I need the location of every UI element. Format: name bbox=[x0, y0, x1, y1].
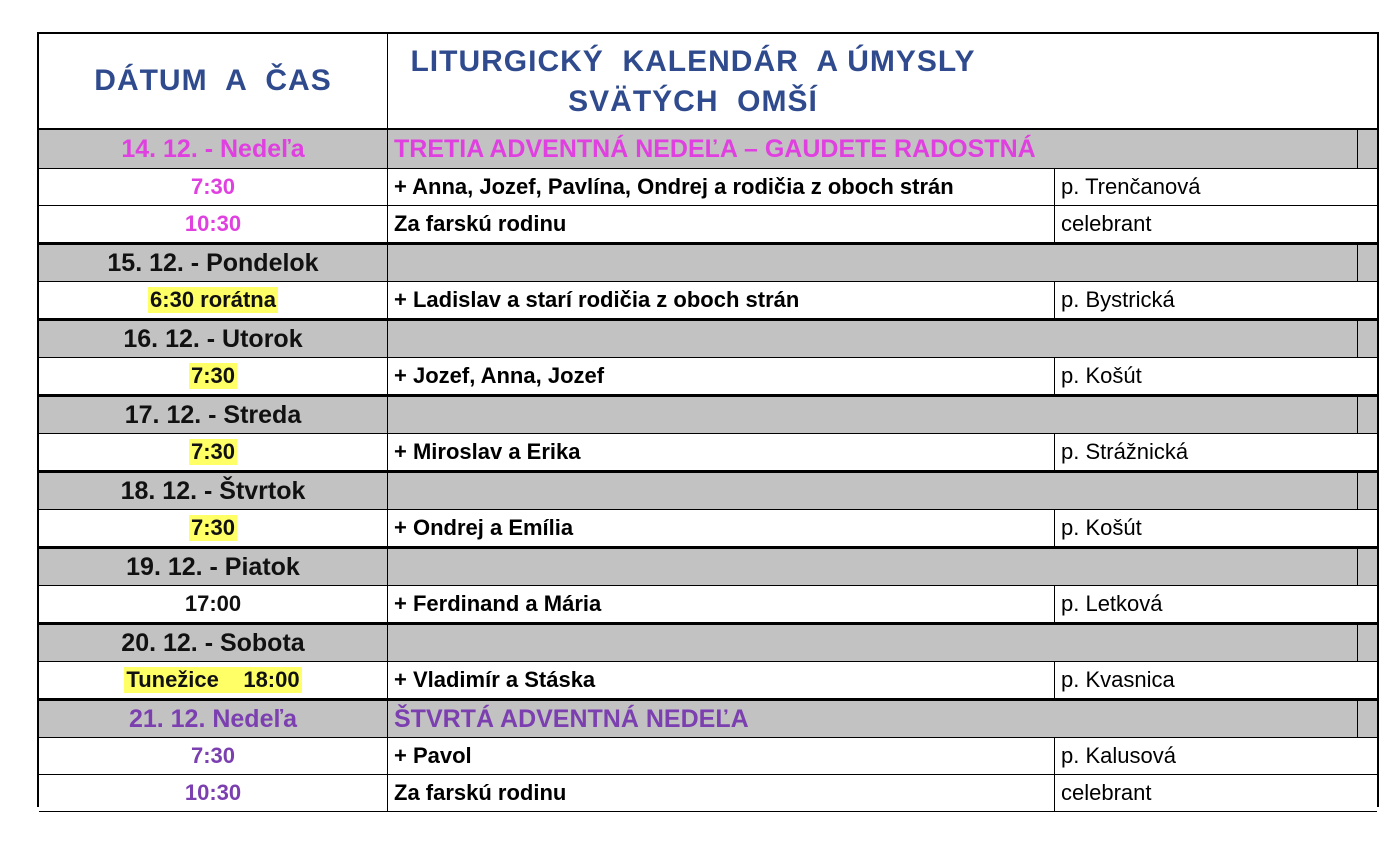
feast-name bbox=[388, 549, 1359, 585]
table-title bbox=[388, 42, 998, 122]
feast-name: TRETIA ADVENTNÁ NEDEĽA – GAUDETE RADOSTNÁ bbox=[394, 134, 1036, 163]
mass-time-text: 7:30 bbox=[190, 515, 236, 540]
date-time-column-header: DÁTUM A ČAS bbox=[39, 34, 388, 128]
mass-time bbox=[39, 662, 388, 698]
day-label-text: 14. 12. - Nedeľa bbox=[121, 134, 305, 163]
title-line-1: LITURGICKÝ KALENDÁR A ÚMYSLY bbox=[410, 45, 976, 78]
day-label bbox=[39, 701, 388, 737]
mass-time bbox=[39, 775, 388, 811]
mass-intention: + Ladislav a starí rodičia z oboch strán bbox=[388, 282, 1055, 318]
mass-time-text: Tunežice 18:00 bbox=[126, 667, 300, 692]
day-label bbox=[39, 397, 388, 433]
cell-divider bbox=[1357, 701, 1377, 737]
mass-row bbox=[39, 434, 1377, 471]
mass-row bbox=[39, 358, 1377, 395]
mass-time bbox=[39, 282, 388, 318]
mass-requester: p. Košút bbox=[1061, 515, 1142, 540]
day-row bbox=[39, 319, 1377, 358]
cell-divider bbox=[1357, 473, 1377, 509]
mass-intention: + Pavol bbox=[388, 738, 1055, 774]
mass-requester: p. Kvasnica bbox=[1061, 667, 1175, 692]
day-label-text: 18. 12. - Štvrtok bbox=[120, 476, 306, 505]
mass-requester: p. Bystrická bbox=[1061, 287, 1175, 312]
day-row bbox=[39, 130, 1377, 169]
mass-time-text: 17:00 bbox=[184, 591, 242, 616]
mass-requester: p. Kalusová bbox=[1061, 743, 1176, 768]
mass-requester: p. Strážnická bbox=[1061, 439, 1189, 464]
mass-intention: + Ondrej a Emília bbox=[388, 510, 1055, 546]
feast-name bbox=[388, 397, 1359, 433]
mass-time-text: 10:30 bbox=[184, 211, 242, 236]
mass-row bbox=[39, 775, 1377, 812]
mass-requester: p. Košút bbox=[1061, 363, 1142, 388]
cell-divider bbox=[1357, 397, 1377, 433]
day-label-text: 17. 12. - Streda bbox=[124, 400, 302, 429]
day-label bbox=[39, 473, 388, 509]
mass-row bbox=[39, 282, 1377, 319]
table-header bbox=[39, 34, 1377, 130]
day-label bbox=[39, 549, 388, 585]
mass-time bbox=[39, 510, 388, 546]
mass-requester: p. Letková bbox=[1061, 591, 1163, 616]
mass-time-text: 7:30 bbox=[190, 439, 236, 464]
day-label bbox=[39, 321, 388, 357]
mass-row bbox=[39, 738, 1377, 775]
cell-divider bbox=[1357, 130, 1377, 168]
feast-name: ŠTVRTÁ ADVENTNÁ NEDEĽA bbox=[394, 704, 749, 733]
mass-intention: + Ferdinand a Mária bbox=[388, 586, 1055, 622]
mass-time bbox=[39, 738, 388, 774]
feast-name bbox=[388, 473, 1359, 509]
day-label bbox=[39, 130, 388, 168]
day-row bbox=[39, 243, 1377, 282]
cell-divider bbox=[1357, 321, 1377, 357]
mass-time-text: 7:30 bbox=[190, 743, 236, 768]
cell-divider bbox=[1357, 549, 1377, 585]
mass-time bbox=[39, 434, 388, 470]
mass-time bbox=[39, 169, 388, 205]
mass-intention: + Miroslav a Erika bbox=[388, 434, 1055, 470]
mass-requester: p. Trenčanová bbox=[1061, 174, 1201, 199]
mass-time-text: 6:30 rorátna bbox=[150, 287, 276, 312]
mass-time bbox=[39, 206, 388, 242]
mass-time bbox=[39, 358, 388, 394]
mass-intention: Za farskú rodinu bbox=[388, 206, 1055, 242]
mass-intention: + Jozef, Anna, Jozef bbox=[388, 358, 1055, 394]
day-label-text: 21. 12. Nedeľa bbox=[128, 704, 298, 733]
cell-divider bbox=[1357, 245, 1377, 281]
mass-row bbox=[39, 169, 1377, 206]
mass-intention: Za farskú rodinu bbox=[388, 775, 1055, 811]
day-row bbox=[39, 699, 1377, 738]
feast-name bbox=[388, 245, 1359, 281]
day-row bbox=[39, 547, 1377, 586]
mass-intention: + Anna, Jozef, Pavlína, Ondrej a rodičia z oboch strán bbox=[388, 169, 1055, 205]
mass-time-text: 7:30 bbox=[190, 174, 236, 199]
day-label-text: 15. 12. - Pondelok bbox=[107, 248, 319, 277]
day-label bbox=[39, 245, 388, 281]
mass-row bbox=[39, 510, 1377, 547]
day-row bbox=[39, 471, 1377, 510]
schedule-table bbox=[37, 32, 1379, 807]
mass-row bbox=[39, 662, 1377, 699]
mass-requester: celebrant bbox=[1061, 780, 1152, 805]
day-label-text: 20. 12. - Sobota bbox=[121, 628, 305, 657]
mass-requester: celebrant bbox=[1061, 211, 1152, 236]
mass-time-text: 7:30 bbox=[190, 363, 236, 388]
feast-name bbox=[388, 321, 1359, 357]
mass-row bbox=[39, 586, 1377, 623]
title-line-2: SVÄTÝCH OMŠÍ bbox=[568, 85, 818, 118]
feast-name bbox=[388, 625, 1359, 661]
day-label bbox=[39, 625, 388, 661]
mass-row bbox=[39, 206, 1377, 243]
day-label-text: 16. 12. - Utorok bbox=[123, 324, 303, 353]
day-row bbox=[39, 395, 1377, 434]
mass-time-text: 10:30 bbox=[184, 780, 242, 805]
day-row bbox=[39, 623, 1377, 662]
mass-intention: + Vladimír a Stáska bbox=[388, 662, 1055, 698]
day-label-text: 19. 12. - Piatok bbox=[126, 552, 300, 581]
cell-divider bbox=[1357, 625, 1377, 661]
mass-time bbox=[39, 586, 388, 622]
